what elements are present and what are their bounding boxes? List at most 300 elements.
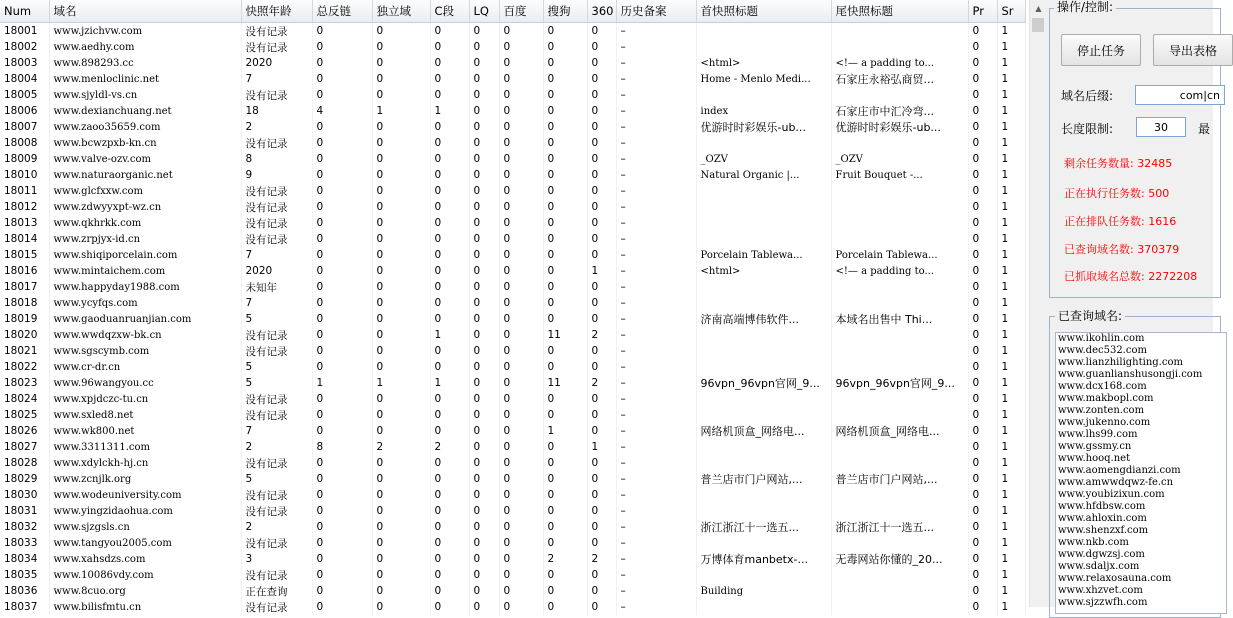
table-cell: 0 [312,39,372,55]
table-cell: 0 [430,311,469,327]
table-cell: 0 [587,423,616,439]
table-cell: 0 [372,519,430,535]
table-cell: 0 [312,215,372,231]
table-cell: – [616,407,696,423]
table-row[interactable] [0,231,1025,247]
table-cell: 浙江浙江十一选五... [831,519,968,535]
table-cell: 0 [430,567,469,583]
table-row[interactable] [0,455,1025,471]
table-cell: 0 [968,583,997,599]
table-cell: 0 [430,455,469,471]
table-cell: 0 [587,215,616,231]
table-cell: 0 [587,39,616,55]
table-cell: 0 [469,375,499,391]
table-cell: Porcelain Tablewa... [831,247,968,263]
table-cell: 0 [543,247,587,263]
table-cell: 0 [968,151,997,167]
table-cell: 0 [469,87,499,103]
table-row[interactable] [0,55,1025,71]
table-cell: 18011 [0,183,49,199]
table-cell: 0 [968,567,997,583]
table-cell: www.qkhrkk.com [49,215,241,231]
table-cell: 0 [543,311,587,327]
table-cell: 0 [543,455,587,471]
table-cell: www.sjyldl-vs.cn [49,87,241,103]
table-cell: 0 [587,343,616,359]
table-row[interactable] [0,551,1025,567]
table-cell: 0 [543,119,587,135]
table-cell: 1 [997,247,1025,263]
list-item: www.jukenno.com [1058,417,1151,428]
table-cell: 0 [312,295,372,311]
table-cell: 0 [372,423,430,439]
table-cell: 2 [587,327,616,343]
list-item: www.amwwdqwz-fe.cn [1058,477,1174,488]
stop-task-button[interactable]: 停止任务 [1061,34,1141,66]
table-cell: – [616,439,696,455]
table-row[interactable] [0,503,1025,519]
list-item: www.nkb.com [1058,537,1129,548]
table-cell [696,503,831,519]
table-row[interactable] [0,215,1025,231]
table-cell: 0 [430,343,469,359]
table-row[interactable] [0,375,1025,391]
list-item: www.relaxosauna.com [1058,573,1172,584]
table-cell: 7 [241,71,312,87]
table-cell: 1 [997,455,1025,471]
table-cell [831,439,968,455]
table-cell: 0 [968,119,997,135]
table-cell: www.3311311.com [49,439,241,455]
table-cell: – [616,71,696,87]
table-cell: 0 [312,119,372,135]
table-cell: 0 [499,583,543,599]
list-item: www.youbizixun.com [1058,489,1165,500]
table-cell: 0 [372,455,430,471]
table-cell: 济南高端博伟软件... [696,311,831,327]
table-cell: 1 [430,375,469,391]
table-cell: www.ycyfqs.com [49,295,241,311]
table-cell: 0 [968,343,997,359]
table-row[interactable] [0,167,1025,183]
table-cell: – [616,135,696,151]
table-cell: 18017 [0,279,49,295]
table-cell: 0 [469,439,499,455]
suffix-input[interactable]: com|cn [1135,85,1225,105]
list-item: www.hfdbsw.com [1058,501,1146,512]
table-cell: 0 [469,295,499,311]
table-cell: 0 [543,263,587,279]
column-header[interactable]: C段 [430,0,469,23]
table-cell [696,23,831,40]
table-cell: 0 [469,263,499,279]
table-cell: – [616,55,696,71]
column-header[interactable]: Sr [997,0,1025,23]
table-cell: 0 [499,71,543,87]
table-cell: 0 [499,263,543,279]
table-row[interactable] [0,391,1025,407]
table-row[interactable] [0,311,1025,327]
table-cell: 0 [312,23,372,40]
table-cell: 0 [968,103,997,119]
table-header-row [0,0,1025,23]
table-cell: 没有记录 [241,391,312,407]
table-cell: 0 [587,23,616,40]
table-row[interactable] [0,407,1025,423]
table-row[interactable] [0,103,1025,119]
table-cell: 0 [968,487,997,503]
table-cell: 1 [312,375,372,391]
table-cell: 0 [543,87,587,103]
column-header[interactable]: 域名 [49,0,241,23]
table-cell: – [616,455,696,471]
table-cell: 0 [469,535,499,551]
table-row[interactable] [0,343,1025,359]
table-cell: 0 [372,135,430,151]
list-item: www.dcx168.com [1058,381,1147,392]
table-cell: 5 [241,359,312,375]
table-row[interactable] [0,263,1025,279]
table-cell: 0 [499,471,543,487]
table-cell: 0 [372,199,430,215]
table-cell: 0 [372,263,430,279]
table-cell: www.yingzidaohua.com [49,503,241,519]
column-header[interactable]: 总反链 [312,0,372,23]
table-cell: 0 [469,407,499,423]
table-cell: 0 [587,231,616,247]
table-cell [696,455,831,471]
table-cell: 1 [430,327,469,343]
table-cell: 0 [430,359,469,375]
column-header[interactable]: 360 [587,0,616,23]
column-header[interactable]: 快照年龄 [241,0,312,23]
table-cell: www.xdylckh-hj.cn [49,455,241,471]
table-cell: 0 [469,279,499,295]
table-cell: 1 [372,103,430,119]
table-cell: 0 [499,151,543,167]
table-row[interactable] [0,247,1025,263]
table-cell: 0 [543,439,587,455]
table-cell: 2 [241,439,312,455]
table-cell: 0 [587,119,616,135]
table-cell: 1 [997,439,1025,455]
table-cell: 2020 [241,263,312,279]
table-row[interactable] [0,487,1025,503]
column-header[interactable]: 尾快照标题 [831,0,968,23]
table-cell: 0 [469,311,499,327]
table-cell: 18004 [0,71,49,87]
table-row[interactable] [0,295,1025,311]
table-cell: – [616,375,696,391]
table-cell: 1 [997,87,1025,103]
list-item: www.shenzxf.com [1058,525,1149,536]
table-cell: 0 [372,343,430,359]
table-row[interactable] [0,135,1025,151]
table-cell: 96vpn_96vpn官网_9... [696,375,831,391]
table-cell: 没有记录 [241,231,312,247]
table-cell: index [696,103,831,119]
table-cell: 18001 [0,23,49,40]
table-cell: 0 [430,167,469,183]
table-cell: 0 [430,407,469,423]
table-cell [696,359,831,375]
column-header[interactable]: LQ [469,0,499,23]
list-item: www.gssmy.cn [1058,441,1132,452]
export-table-button[interactable]: 导出表格 [1153,34,1233,66]
list-item: www.sdaljx.com [1058,561,1140,572]
table-cell: 0 [968,471,997,487]
table-cell: 1 [997,359,1025,375]
table-cell: 0 [499,55,543,71]
table-cell [831,87,968,103]
table-cell: www.zcnjlk.org [49,471,241,487]
table-row[interactable] [0,119,1025,135]
table-cell: 0 [312,151,372,167]
table-cell: 0 [587,199,616,215]
table-cell: 0 [430,423,469,439]
table-cell: – [616,519,696,535]
table-cell: 0 [312,583,372,599]
table-cell: 1 [997,263,1025,279]
table-cell: 0 [968,215,997,231]
table-cell: 2 [587,375,616,391]
column-header[interactable]: 独立域 [372,0,430,23]
table-cell: – [616,583,696,599]
table-cell: 1 [372,375,430,391]
table-cell: 0 [372,295,430,311]
table-cell: 0 [543,295,587,311]
table-row[interactable] [0,359,1025,375]
table-cell: – [616,503,696,519]
table-cell [831,583,968,599]
table-cell: www.glcfxxw.com [49,183,241,199]
table-cell: 0 [587,583,616,599]
table-cell: 1 [997,327,1025,343]
table-cell: www.jzichvw.com [49,23,241,40]
table-cell: 0 [968,407,997,423]
table-cell: 18 [241,103,312,119]
list-item: www.ikohlin.com [1058,333,1145,344]
table-cell: 0 [968,231,997,247]
table-row[interactable] [0,71,1025,87]
column-header[interactable]: 搜狗 [543,0,587,23]
table-cell: 0 [312,167,372,183]
table-cell: 0 [312,487,372,503]
table-cell: – [616,231,696,247]
table-cell: 0 [587,471,616,487]
table-cell: 1 [997,391,1025,407]
table-cell: <!— a padding to... [831,263,968,279]
column-header[interactable]: 百度 [499,0,543,23]
table-cell: 0 [499,199,543,215]
table-cell: 1 [997,295,1025,311]
table-row[interactable] [0,583,1025,599]
table-cell: 0 [968,199,997,215]
table-row[interactable] [0,423,1025,439]
table-cell: 18012 [0,199,49,215]
table-cell: 18015 [0,247,49,263]
table-cell: 1 [997,279,1025,295]
table-cell: 0 [499,119,543,135]
table-cell [831,279,968,295]
table-cell: www.zaoo35659.com [49,119,241,135]
length-input[interactable]: 30 [1136,117,1186,137]
table-cell [831,295,968,311]
table-cell: 0 [312,535,372,551]
table-cell: 0 [430,55,469,71]
table-cell: 0 [543,279,587,295]
table-cell [831,407,968,423]
table-cell: 0 [499,87,543,103]
table-cell: 0 [587,151,616,167]
table-cell: 2 [543,551,587,567]
table-cell: 0 [968,23,997,40]
table-row[interactable] [0,567,1025,583]
table-cell: 18036 [0,583,49,599]
table-cell: 0 [968,247,997,263]
queued-tasks-stat: 正在排队任务数: 1616 [1064,215,1177,228]
table-cell: 1 [997,567,1025,583]
table-cell: 1 [997,183,1025,199]
table-cell [696,279,831,295]
table-cell: 0 [430,471,469,487]
scrollbar-thumb[interactable] [1032,18,1044,32]
table-cell [696,567,831,583]
table-cell: 0 [372,535,430,551]
table-row[interactable] [0,199,1025,215]
table-cell: 1 [997,231,1025,247]
table-cell: 18019 [0,311,49,327]
table-cell: 18028 [0,455,49,471]
table-cell: 0 [430,487,469,503]
table-cell: 0 [430,135,469,151]
table-row[interactable] [0,87,1025,103]
table-cell: 18009 [0,151,49,167]
table-cell: 1 [997,151,1025,167]
table-cell: 0 [587,407,616,423]
table-cell: 0 [430,23,469,40]
table-cell: 18026 [0,423,49,439]
column-header[interactable]: Num [0,0,49,23]
table-cell: 0 [587,535,616,551]
table-row[interactable] [0,39,1025,55]
list-item: www.dgwzsj.com [1058,549,1145,560]
table-cell: – [616,183,696,199]
table-cell [696,439,831,455]
table-cell: 0 [312,519,372,535]
table-cell: 0 [587,503,616,519]
table-cell: – [616,87,696,103]
table-cell: 0 [469,199,499,215]
table-row[interactable] [0,23,1025,40]
column-header[interactable]: 首快照标题 [696,0,831,23]
table-cell: 2 [372,439,430,455]
table-cell: 石家庄市中汇冷弯... [831,103,968,119]
table-row[interactable] [0,519,1025,535]
table-cell: 0 [499,231,543,247]
table-cell [696,295,831,311]
table-cell: 0 [543,183,587,199]
table-cell: 没有记录 [241,23,312,40]
column-header[interactable]: 历史备案 [616,0,696,23]
table-row[interactable] [0,183,1025,199]
queried-domains-stat: 已查询域名数: 370379 [1064,243,1180,256]
table-cell: 0 [587,519,616,535]
table-cell: 0 [968,551,997,567]
table-cell: 0 [372,407,430,423]
table-cell: 0 [372,87,430,103]
table-cell: 0 [312,343,372,359]
table-cell: 0 [543,103,587,119]
table-cell [696,39,831,55]
table-cell: 3 [241,551,312,567]
table-cell: www.tangyou2005.com [49,535,241,551]
table-cell: 0 [372,39,430,55]
table-row[interactable] [0,599,1025,615]
table-cell: 18025 [0,407,49,423]
table-cell: 0 [372,503,430,519]
table-cell: 0 [499,135,543,151]
table-cell: 18013 [0,215,49,231]
suffix-label: 域名后缀: [1061,89,1114,103]
table-cell [831,343,968,359]
table-cell: 万博体育manbetx-... [696,551,831,567]
table-row[interactable] [0,439,1025,455]
table-cell: – [616,343,696,359]
table-cell: 18030 [0,487,49,503]
table-row[interactable] [0,279,1025,295]
table-cell: 普兰店市门户网站,... [696,471,831,487]
table-cell: 石家庄永裕弘商贸... [831,71,968,87]
table-cell: 0 [469,215,499,231]
table-cell: 0 [469,567,499,583]
table-cell: 0 [543,39,587,55]
table-cell: 0 [372,71,430,87]
table-cell: 0 [499,455,543,471]
table-cell: 0 [312,391,372,407]
table-cell: 0 [469,599,499,615]
table-cell: 0 [469,55,499,71]
table-row[interactable] [0,471,1025,487]
table-cell: 0 [469,327,499,343]
table-cell: 0 [968,439,997,455]
table-row[interactable] [0,151,1025,167]
column-header[interactable]: Pr [968,0,997,23]
table-cell [696,231,831,247]
table-cell: 18035 [0,567,49,583]
table-cell: 0 [469,39,499,55]
table-row[interactable] [0,535,1025,551]
table-cell: 0 [587,247,616,263]
table-cell: 0 [469,519,499,535]
table-cell: 0 [499,487,543,503]
table-cell: 1 [997,487,1025,503]
queried-domains-list[interactable] [1055,332,1227,614]
table-cell: 18003 [0,55,49,71]
table-vertical-scrollbar[interactable] [1029,0,1047,607]
table-cell: 18002 [0,39,49,55]
table-cell: 0 [499,503,543,519]
table-cell: 0 [312,71,372,87]
table-cell: 0 [968,167,997,183]
table-cell: 0 [430,247,469,263]
table-cell: 0 [430,231,469,247]
table-row[interactable] [0,327,1025,343]
scroll-up-icon[interactable]: ▲ [1035,4,1042,13]
list-item: www.sjzzwfh.com [1058,597,1148,608]
table-cell: www.zrpjyx-id.cn [49,231,241,247]
table-cell: 本域名出售中 Thi... [831,311,968,327]
